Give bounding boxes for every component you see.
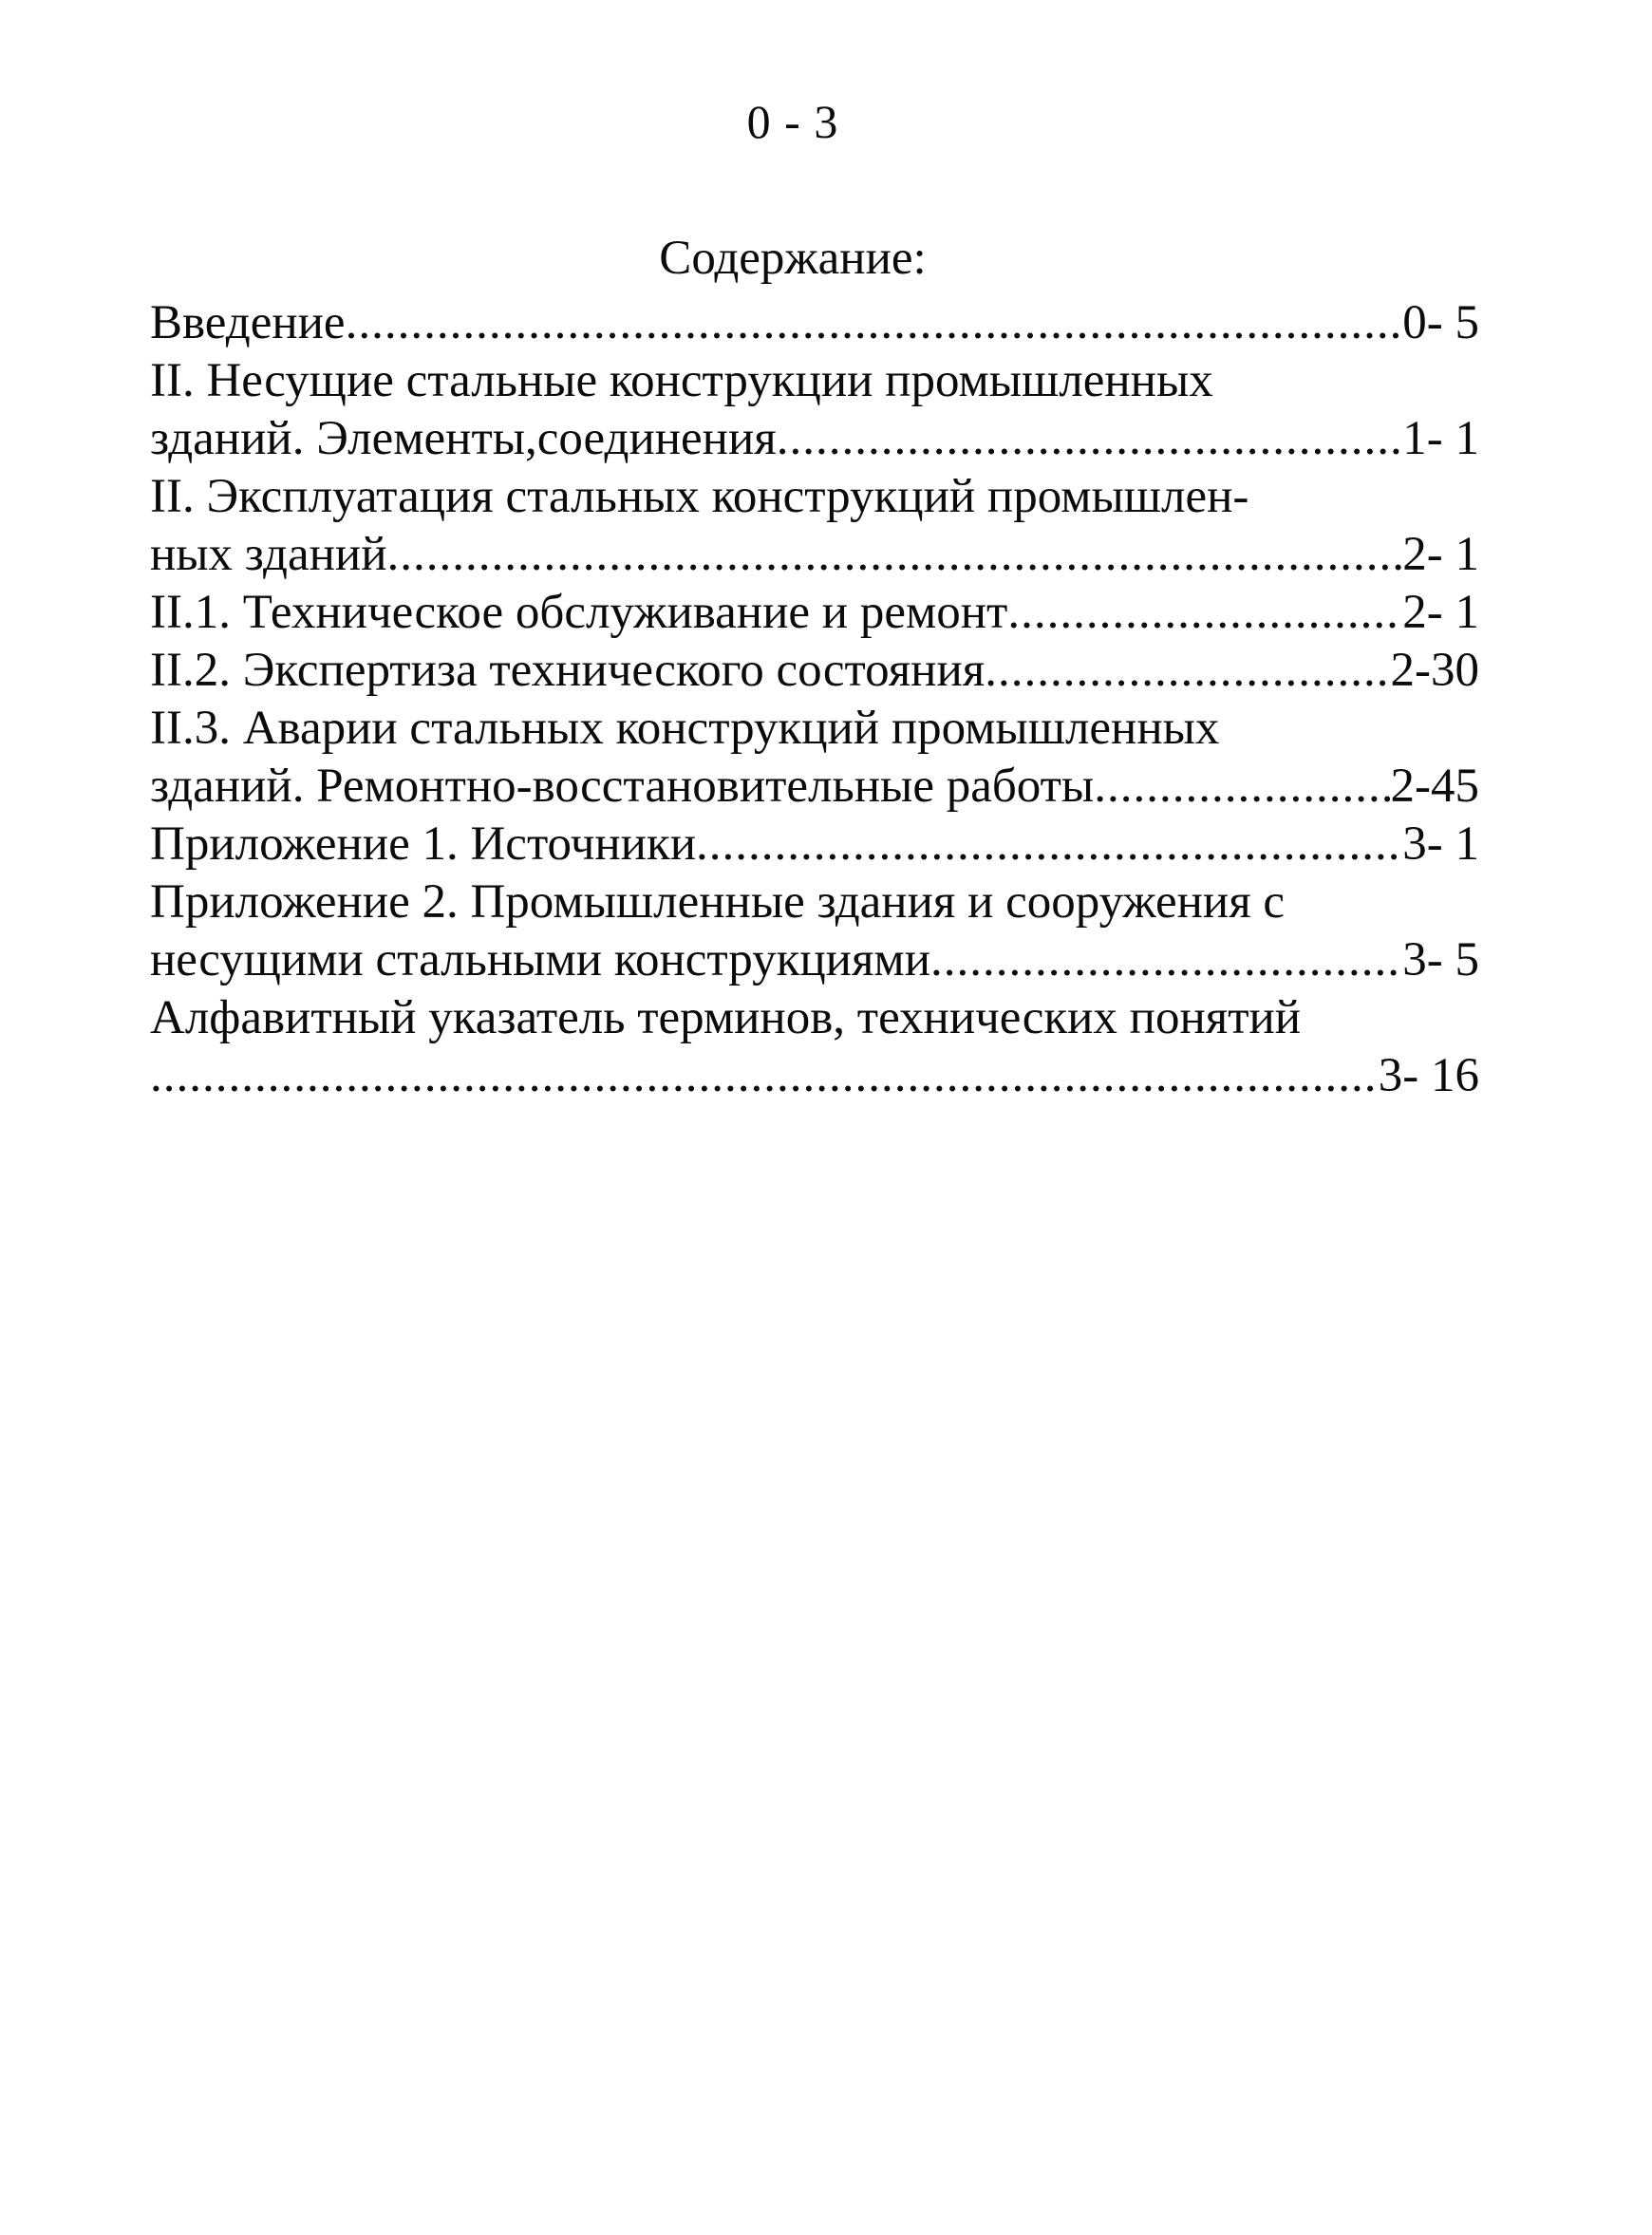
toc-entry-operation	[150, 468, 1479, 584]
toc-entry-page: 3- 16	[1378, 1049, 1479, 1102]
toc-entry-page: 2-30	[1390, 644, 1479, 697]
toc-entry-title: ных зданий	[150, 528, 387, 581]
toc-entry-title: II.3. Аварии стальных конструкций промышленных	[150, 702, 1220, 755]
toc-entry-page: 2-45	[1390, 760, 1479, 813]
toc-entry-title: зданий. Ремонтно-восстановительные работы	[150, 760, 1095, 813]
toc-entry-page: 2- 1	[1402, 528, 1479, 581]
dot-leader	[346, 294, 1403, 352]
toc-entry-accidents	[150, 700, 1479, 816]
toc-entry-title: зданий. Элементы,соединения	[150, 412, 777, 465]
toc-entry-page: 3- 5	[1402, 933, 1479, 986]
toc-entry-introduction	[150, 294, 1479, 352]
dot-leader	[387, 526, 1403, 584]
toc-entry-title: II.2. Экспертиза технического состояния	[150, 644, 986, 697]
toc-entry-structures	[150, 352, 1479, 468]
dot-leader	[150, 1047, 1379, 1105]
toc-entry-title: несущими стальными конструкциями	[150, 933, 931, 986]
toc-entry-page: 1- 1	[1402, 412, 1479, 465]
toc-entry-expertise	[150, 642, 1479, 700]
dot-leader	[930, 931, 1402, 989]
toc-entry-maintenance	[150, 584, 1479, 642]
toc-entry-title: Приложение 1. Источники	[150, 817, 697, 871]
toc-entry-title: II.1. Техническое обслуживание и ремонт	[150, 586, 1008, 639]
toc-entry-title: Алфавитный указатель терминов, технических понятий	[150, 991, 1302, 1044]
dot-leader	[1007, 584, 1402, 642]
page-number: 0 - 3	[746, 95, 839, 148]
table-of-contents	[150, 294, 1479, 1105]
toc-entry-appendix-1	[150, 816, 1479, 873]
toc-entry-page: 3- 1	[1402, 817, 1479, 871]
toc-entry-title: Введение	[150, 296, 346, 349]
toc-entry-title: II. Эксплуатация стальных конструкций промышлен-	[150, 470, 1249, 523]
toc-entry-title: Приложение 2. Промышленные здания и сооружения с	[150, 875, 1286, 929]
toc-entry-page: 0- 5	[1402, 296, 1479, 349]
toc-entry-title: II. Несущие стальные конструкции промышленных	[150, 354, 1213, 407]
toc-heading: Содержание:	[659, 232, 927, 285]
toc-entry-index	[150, 989, 1479, 1105]
dot-leader	[985, 642, 1390, 700]
dot-leader	[777, 410, 1403, 468]
dot-leader	[696, 816, 1402, 873]
dot-leader	[1094, 758, 1390, 816]
toc-entry-appendix-2	[150, 873, 1479, 989]
toc-entry-page: 2- 1	[1402, 586, 1479, 639]
